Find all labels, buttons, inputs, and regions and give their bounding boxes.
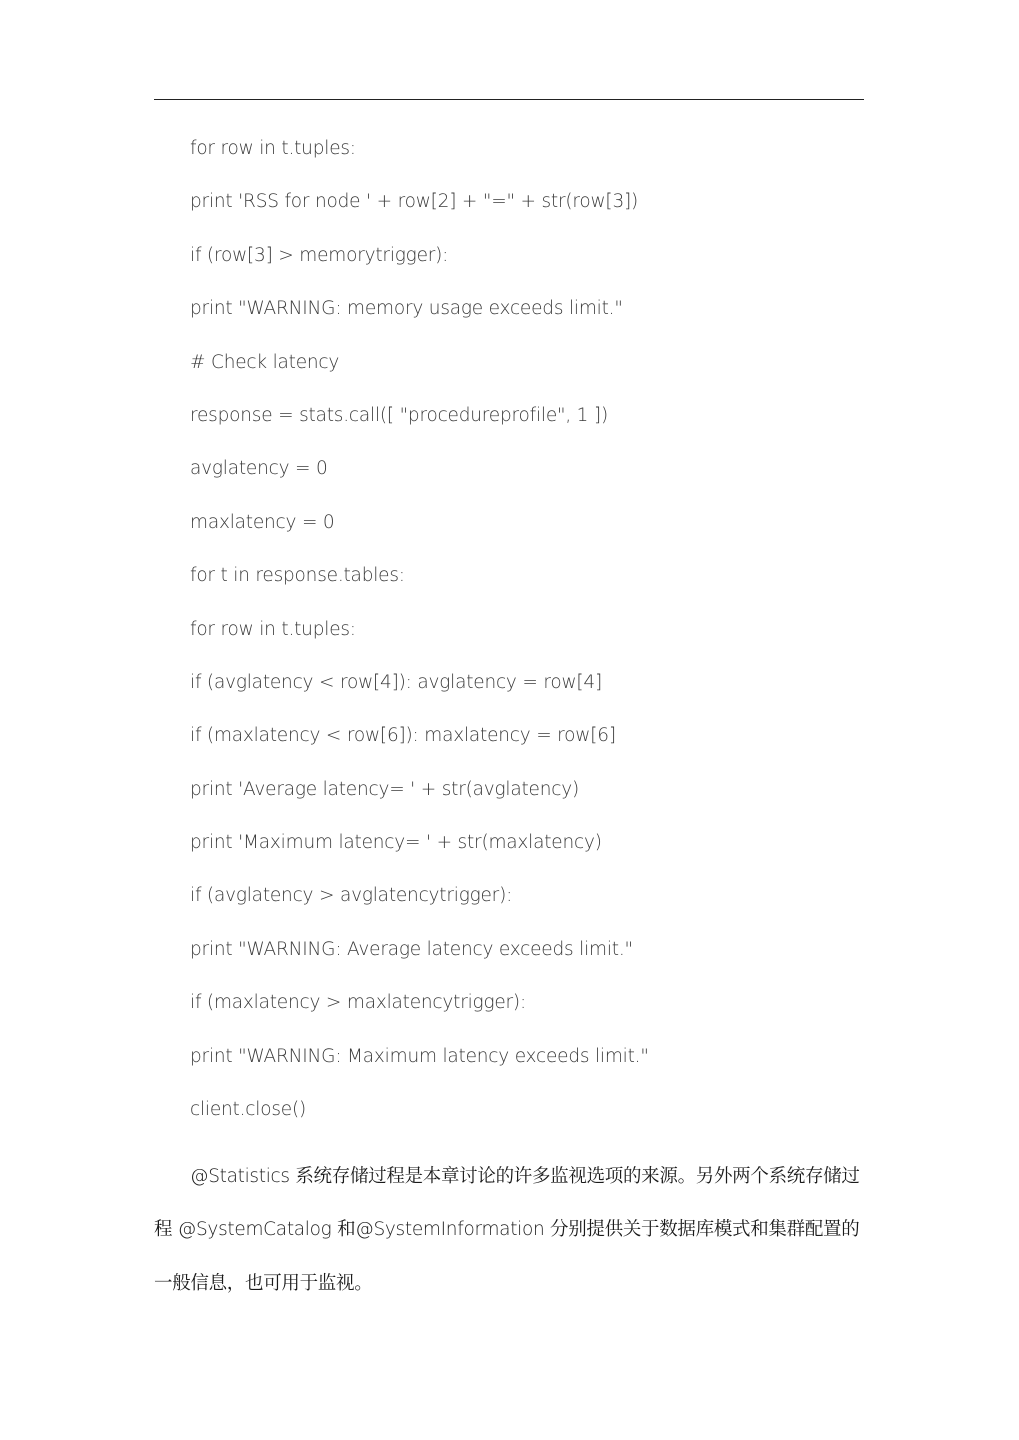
code-line: print "WARNING: Average latency exceeds limit.": [190, 938, 633, 960]
code-line: for t in response.tables:: [190, 565, 405, 587]
code-line: client.close(): [190, 1099, 306, 1121]
code-line: if (avglatency > avglatencytrigger):: [190, 885, 513, 907]
code-line: response = stats.call([ "procedureprofile", 1 ]): [190, 404, 608, 426]
code-line: print 'Maximum latency= ' + str(maxlatency): [190, 832, 602, 854]
statistics-procedure-name: @Statistics: [190, 1166, 290, 1187]
systeminformation-procedure-name: @SystemInformation: [355, 1219, 545, 1241]
body-paragraph: [154, 1150, 872, 1310]
code-listing: [190, 136, 649, 1150]
code-line: print 'Average latency= ' + str(avglatency): [190, 778, 580, 800]
code-line: if (maxlatency < row[6]): maxlatency = row[6]: [190, 725, 616, 747]
code-line: print 'RSS for node ' + row[2] + "=" + str(row[3]): [190, 191, 639, 213]
code-line: maxlatency = 0: [190, 511, 335, 533]
header-rule: [154, 99, 864, 100]
code-line: print "WARNING: memory usage exceeds limit.": [190, 298, 623, 320]
paragraph-text: 系统存储过程是本章讨论的许多监视选项的来源。另外两个系统存储过程: [154, 1166, 860, 1241]
code-line: if (avglatency < row[4]): avglatency = row[4]: [190, 671, 603, 693]
code-line: avglatency = 0: [190, 458, 328, 480]
paragraph-text: 和: [331, 1219, 356, 1241]
code-line: # Check latency: [190, 351, 340, 373]
paragraph-text: 分别提供关于数据库模式和集群配置的一般信息，也可用于监视。: [154, 1219, 860, 1294]
code-line: if (maxlatency > maxlatencytrigger):: [190, 992, 526, 1014]
code-line: for row in t.tuples:: [190, 138, 356, 159]
code-line: print "WARNING: Maximum latency exceeds limit.": [190, 1045, 649, 1067]
code-line: for row in t.tuples:: [190, 618, 356, 640]
systemcatalog-procedure-name: @SystemCatalog: [177, 1219, 332, 1241]
code-line: if (row[3] > memorytrigger):: [190, 244, 449, 266]
